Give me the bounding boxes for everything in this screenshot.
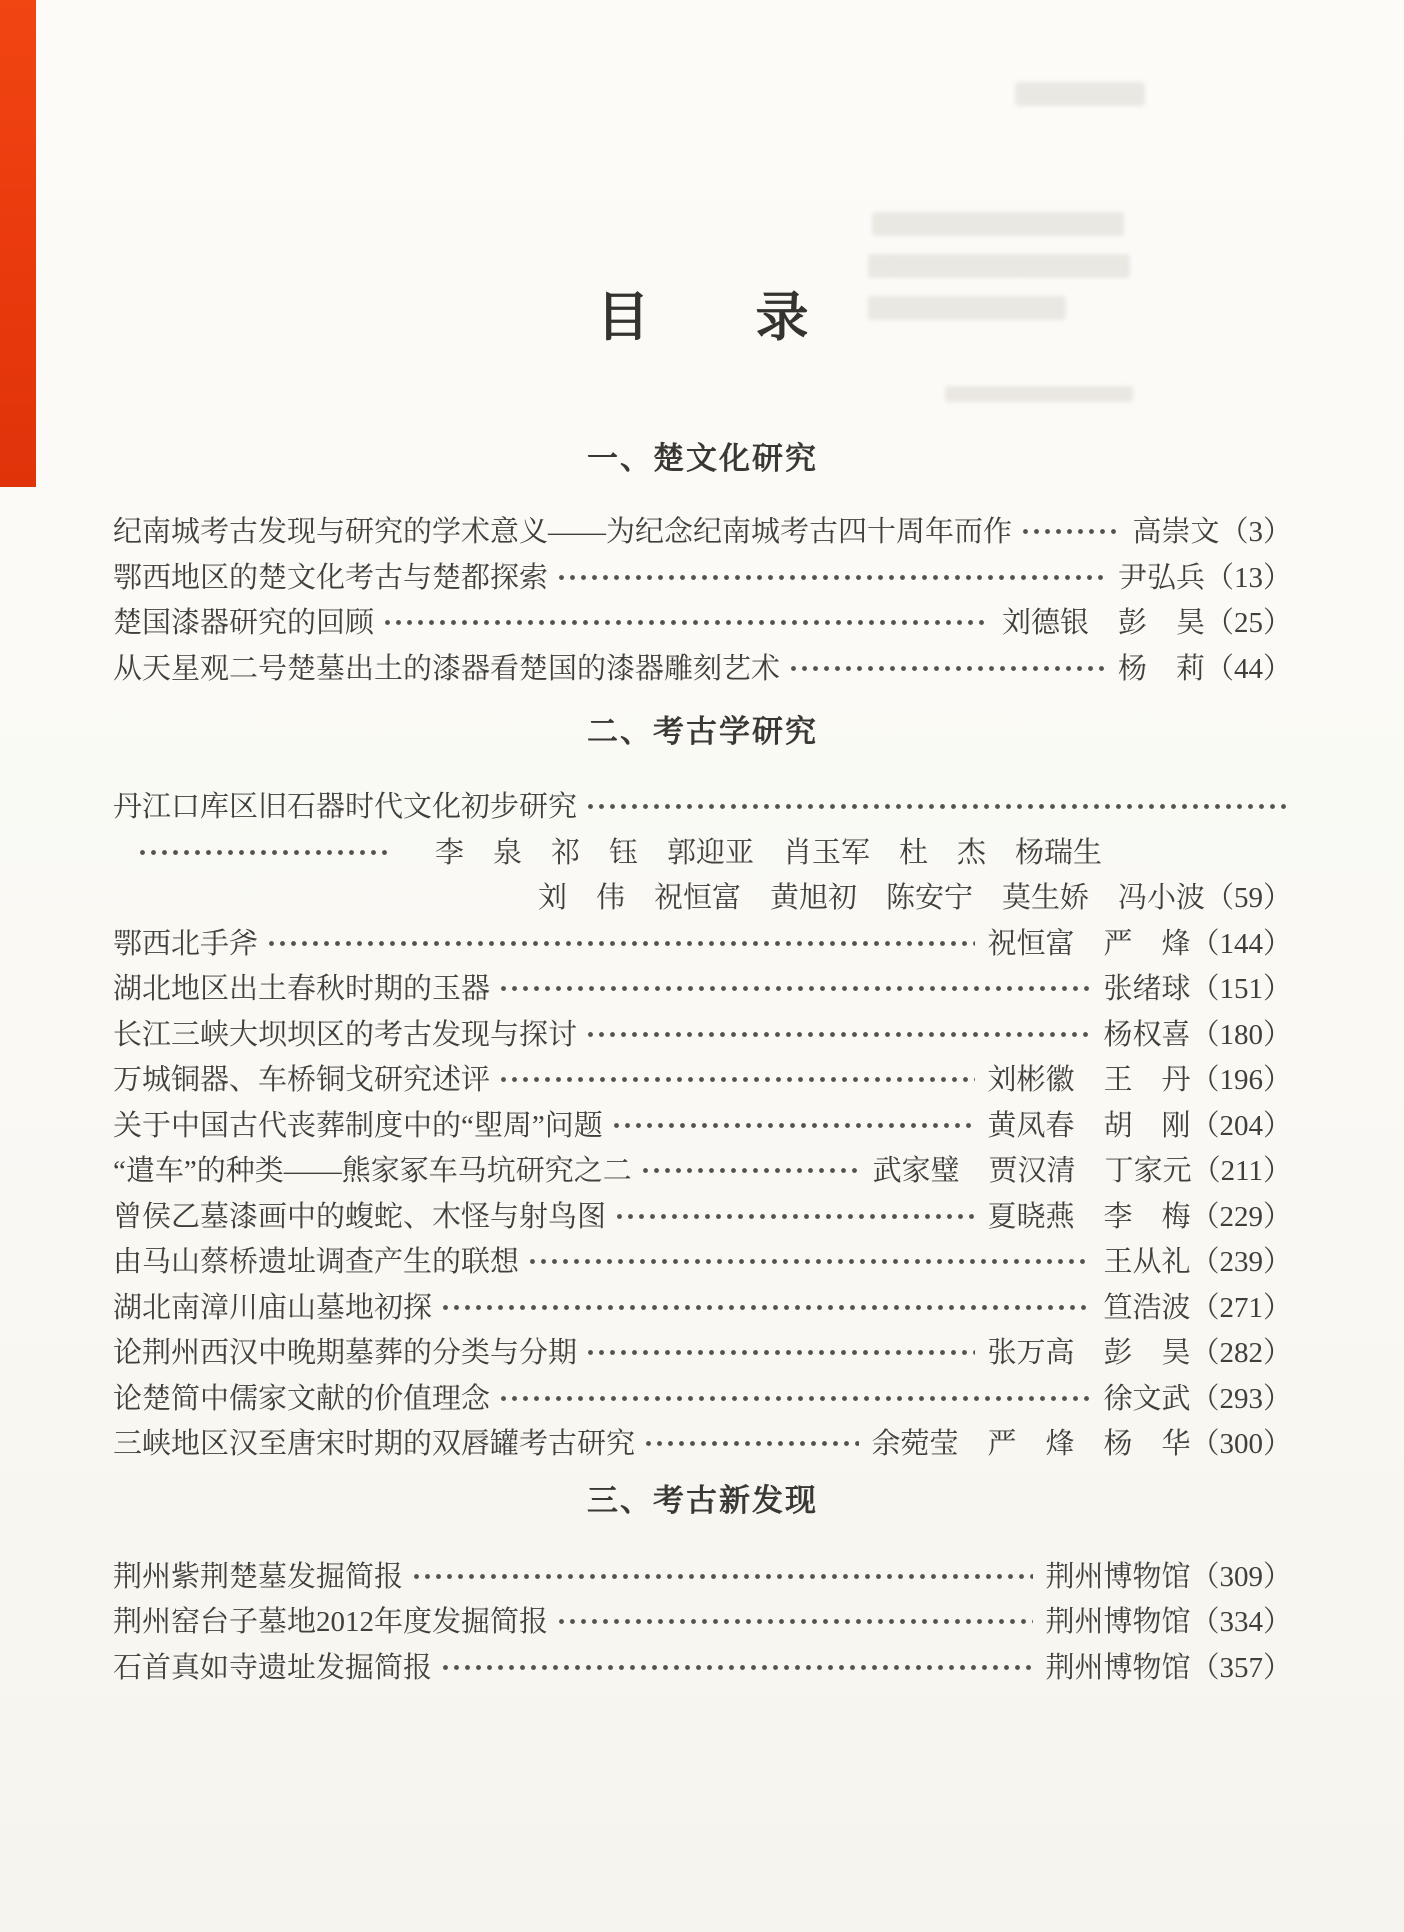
- entry-authors-line: [113, 828, 1292, 874]
- dot-leader: [585, 1019, 1091, 1050]
- toc-entry-row: [113, 1374, 1292, 1420]
- dot-leader: [498, 1064, 975, 1095]
- entry-author-page: 武家璧 贾汉清 丁家元（211）: [872, 1155, 1292, 1188]
- dot-leader: [585, 791, 1292, 822]
- entry-author-page: 杨 莉（44）: [1117, 652, 1292, 685]
- entry-author-page: 祝恒富 严 烽（144）: [987, 927, 1292, 960]
- dot-leader: [556, 562, 1106, 593]
- toc-entry-row: [113, 1192, 1292, 1238]
- entry-title: 荆州窑台子墓地2012年度发掘简报: [113, 1606, 549, 1639]
- entry-author-page: 杨权喜（180）: [1103, 1018, 1292, 1051]
- dot-leader: [266, 928, 975, 959]
- dot-leader: [1020, 516, 1120, 547]
- dot-leader: [788, 653, 1106, 684]
- dot-leader: [137, 837, 387, 868]
- entry-title: 万城铜器、车桥铜戈研究述评: [113, 1064, 491, 1097]
- entry-list: [113, 1552, 1292, 1689]
- dot-leader: [614, 1201, 975, 1232]
- toc-entry-row: [113, 598, 1292, 644]
- page-title: 目 录: [596, 289, 809, 347]
- dot-leader: [640, 1155, 861, 1186]
- dot-leader: [527, 1246, 1091, 1277]
- section-heading: 三、考古新发现: [587, 1482, 818, 1518]
- entry-title: “遣车”的种类——熊家冢车马坑研究之二: [113, 1155, 632, 1188]
- entry-author-page: 徐文武（293）: [1103, 1382, 1292, 1415]
- toc-entry-row: [113, 1597, 1292, 1643]
- dot-leader: [440, 1292, 1091, 1323]
- dot-leader: [498, 973, 1091, 1004]
- page-content: [113, 0, 1292, 1688]
- section-heading: 二、考古学研究: [587, 714, 818, 749]
- toc-entry-row: [113, 919, 1292, 965]
- dot-leader: [611, 1110, 976, 1141]
- entry-title: 关于中国古代丧葬制度中的“堲周”问题: [113, 1109, 603, 1142]
- entry-title: 湖北南漳川庙山墓地初探: [113, 1291, 433, 1324]
- toc-entry-row: [113, 1328, 1292, 1374]
- entry-title: 由马山蔡桥遗址调查产生的联想: [113, 1246, 520, 1279]
- toc-entry-row: [113, 1146, 1292, 1192]
- toc-entry-row: [113, 1101, 1292, 1147]
- entry-author-page: 张万高 彭 昊（282）: [987, 1337, 1292, 1370]
- toc-entry-row: [113, 782, 1292, 828]
- dot-leader: [440, 1652, 1033, 1683]
- entry-author-page: 夏晓燕 李 梅（229）: [987, 1200, 1292, 1233]
- entry-author-page: 张绪球（151）: [1103, 973, 1292, 1006]
- dot-leader: [382, 607, 990, 638]
- entry-authors-line: [113, 873, 1292, 919]
- toc-entry-row: [113, 507, 1292, 553]
- toc-entry-row: [113, 1552, 1292, 1598]
- entry-author-page: 荆州博物馆（309）: [1045, 1560, 1292, 1593]
- entry-title: 荆州紫荆楚墓发掘简报: [113, 1560, 404, 1593]
- entry-title: 曾侯乙墓漆画中的蝮蛇、木怪与射鸟图: [113, 1200, 607, 1233]
- dot-leader: [556, 1606, 1033, 1637]
- entry-title: 丹江口库区旧石器时代文化初步研究: [113, 791, 578, 824]
- entry-author-page: 王从礼（239）: [1103, 1246, 1292, 1279]
- toc-entry-row: [113, 553, 1292, 599]
- entry-author-page: 尹弘兵（13）: [1117, 561, 1292, 594]
- entry-authors: 李 泉 祁 钰 郭迎亚 肖玉军 杜 杰 杨瑞生: [435, 836, 1103, 869]
- toc-entry-row: [113, 1419, 1292, 1465]
- toc-body: [113, 437, 1292, 1688]
- toc-entry-row: [113, 1283, 1292, 1329]
- entry-author-page: 刘彬徽 王 丹（196）: [987, 1064, 1292, 1097]
- entry-title: 三峡地区汉至唐宋时期的双唇罐考古研究: [113, 1428, 636, 1461]
- entry-title: 从天星观二号楚墓出土的漆器看楚国的漆器雕刻艺术: [113, 652, 781, 685]
- entry-author-page: 笪浩波（271）: [1103, 1291, 1292, 1324]
- entry-author-page: 荆州博物馆（357）: [1045, 1651, 1292, 1684]
- dot-leader: [411, 1561, 1033, 1592]
- toc-entry-row: [113, 964, 1292, 1010]
- toc-entry-row: [113, 1237, 1292, 1283]
- entry-list: [113, 782, 1292, 1465]
- entry-title: 湖北地区出土春秋时期的玉器: [113, 973, 491, 1006]
- entry-title: 论楚简中儒家文献的价值理念: [113, 1382, 491, 1415]
- entry-author-page: 黄凤春 胡 刚（204）: [987, 1109, 1292, 1142]
- entry-title: 楚国漆器研究的回顾: [113, 607, 375, 640]
- entry-title: 石首真如寺遗址发掘简报: [113, 1651, 433, 1684]
- dot-leader: [643, 1428, 859, 1459]
- dot-leader: [498, 1383, 1091, 1414]
- entry-authors: 刘 伟 祝恒富 黄旭初 陈安宁 莫生娇 冯小波（59）: [537, 882, 1292, 915]
- entry-title: 鄂西地区的楚文化考古与楚都探索: [113, 561, 549, 594]
- entry-author-page: 高崇文（3）: [1132, 516, 1292, 549]
- dot-leader: [585, 1337, 975, 1368]
- toc-entry-row: [113, 1643, 1292, 1689]
- entry-author-page: 荆州博物馆（334）: [1045, 1606, 1292, 1639]
- entry-title: 论荆州西汉中晚期墓葬的分类与分期: [113, 1337, 578, 1370]
- entry-title: 鄂西北手斧: [113, 927, 259, 960]
- toc-entry-row: [113, 644, 1292, 690]
- entry-author-page: 刘德银 彭 昊（25）: [1001, 607, 1292, 640]
- entry-author-page: 余菀莹 严 烽 杨 华（300）: [871, 1428, 1292, 1461]
- toc-entry-row: [113, 1010, 1292, 1056]
- entry-title: 纪南城考古发现与研究的学术意义——为纪念纪南城考古四十周年而作: [113, 516, 1013, 549]
- book-spine-strip: [0, 0, 36, 487]
- section-heading: 一、楚文化研究: [587, 441, 818, 476]
- entry-list: [113, 507, 1292, 689]
- entry-title: 长江三峡大坝坝区的考古发现与探讨: [113, 1018, 578, 1051]
- toc-entry-row: [113, 1055, 1292, 1101]
